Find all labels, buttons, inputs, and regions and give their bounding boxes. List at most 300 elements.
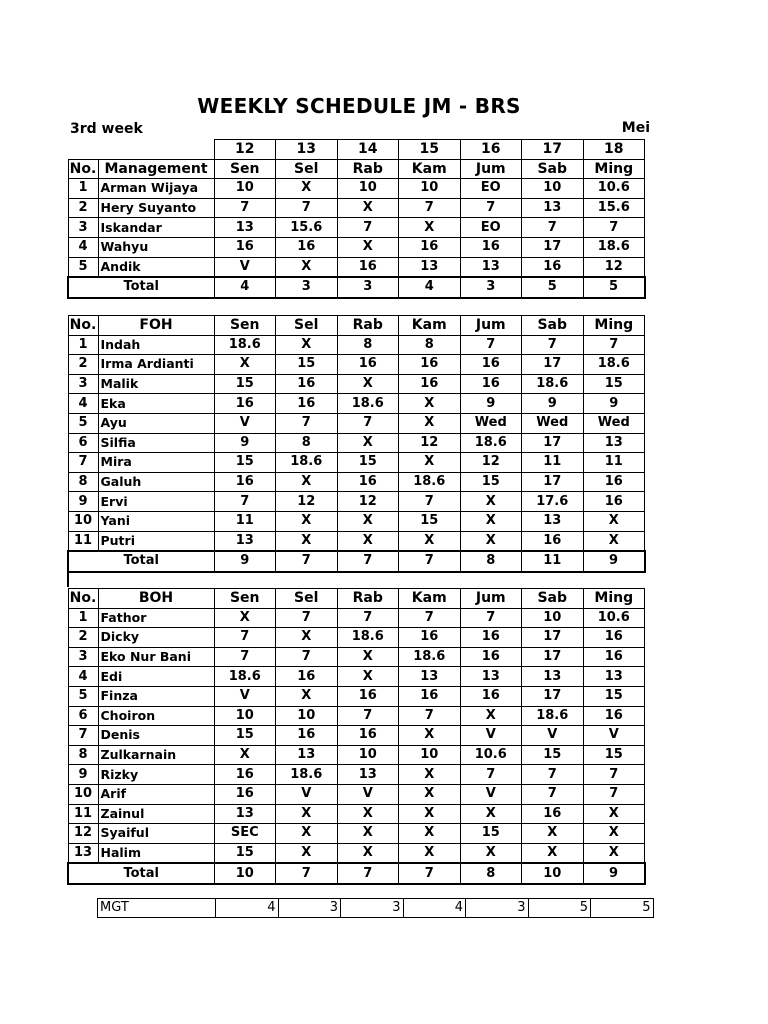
shift-cell: X [337,843,399,863]
shift-cell: 11 [214,511,276,531]
shift-cell: 9 [460,394,522,414]
shift-cell: 7 [583,218,645,238]
shift-cell: X [337,511,399,531]
shift-cell: 7 [522,765,584,785]
mgt-summary-value: 5 [528,899,591,918]
employee-name: Arman Wijaya [98,179,214,199]
shift-cell: 18.6 [399,472,461,492]
shift-cell: 10 [214,179,276,199]
row-number: 6 [68,433,98,453]
shift-cell: V [460,784,522,804]
shift-cell: 10 [214,706,276,726]
employee-name: Dicky [98,628,214,648]
shift-cell: 16 [276,726,338,746]
shift-cell: X [460,804,522,824]
table-row [68,218,645,238]
shift-cell: 13 [399,667,461,687]
total-cell: 10 [214,863,276,884]
shift-cell: 13 [399,257,461,277]
shift-cell: 10.6 [460,745,522,765]
table-row [68,784,645,804]
shift-cell: 12 [276,492,338,512]
employee-name: Denis [98,726,214,746]
week-label: 3rd week [70,121,143,137]
row-number: 3 [68,647,98,667]
employee-name: Mira [98,453,214,473]
shift-cell: 17 [522,686,584,706]
no-header: No. [69,160,97,177]
day-header: Jum [460,316,522,336]
day-header: Sen [214,316,276,336]
shift-cell: 17 [522,628,584,648]
total-cell: 7 [276,863,338,884]
shift-cell: 15 [214,453,276,473]
shift-cell: X [399,843,461,863]
row-number: 2 [68,198,98,218]
shift-cell: X [522,843,584,863]
shift-cell: X [399,824,461,844]
shift-cell: 16 [399,374,461,394]
shift-cell: 7 [214,492,276,512]
shift-cell: V [276,784,338,804]
row-number: 4 [68,237,98,257]
shift-cell: 7 [583,765,645,785]
section-spacer [67,569,650,587]
shift-cell: 7 [276,413,338,433]
shift-cell: 16 [522,804,584,824]
table-row [68,843,645,863]
shift-cell: X [399,726,461,746]
management-table [67,139,646,299]
table-row [68,667,645,687]
row-number: 1 [68,179,98,199]
total-label: Total [68,863,214,884]
employee-name: Arif [98,784,214,804]
row-number: 13 [68,843,98,863]
shift-cell: 13 [522,667,584,687]
table-row [68,198,645,218]
total-cell: 7 [337,863,399,884]
total-row [68,863,645,884]
shift-cell: X [522,824,584,844]
date-cell: 17 [522,140,584,160]
day-header: Sen [214,159,276,179]
mgt-summary-row [98,899,654,918]
shift-cell: 15 [214,374,276,394]
employee-name: Eko Nur Bani [98,647,214,667]
shift-cell: X [276,824,338,844]
employee-name: Irma Ardianti [98,355,214,375]
shift-cell: 15 [583,745,645,765]
row-number: 5 [68,413,98,433]
date-cell: 12 [214,140,276,160]
shift-cell: 13 [522,198,584,218]
table-row [68,453,645,473]
shift-cell: 18.6 [399,647,461,667]
shift-cell: 12 [337,492,399,512]
row-number: 11 [68,804,98,824]
day-header: Kam [399,589,461,609]
date-cell: 15 [399,140,461,160]
shift-cell: X [583,843,645,863]
row-number: 12 [68,824,98,844]
day-header: Sel [276,316,338,336]
employee-name: Galuh [98,472,214,492]
shift-cell: X [276,179,338,199]
shift-cell: 16 [583,647,645,667]
total-cell: 9 [583,551,645,572]
shift-cell: 11 [583,453,645,473]
shift-cell: X [337,433,399,453]
shift-cell: 16 [399,237,461,257]
row-number: 2 [68,355,98,375]
shift-cell: V [522,726,584,746]
employee-name: Wahyu [98,237,214,257]
shift-cell: 18.6 [583,355,645,375]
shift-cell: 15 [460,472,522,492]
row-number: 9 [68,492,98,512]
table-row [68,686,645,706]
shift-cell: 15 [399,511,461,531]
day-header: Kam [399,159,461,179]
shift-cell: 8 [276,433,338,453]
foh-table-body [68,316,645,572]
no-header: No. [69,590,97,607]
shift-cell: 17 [522,472,584,492]
shift-cell: 15 [583,374,645,394]
shift-cell: 13 [522,511,584,531]
row-number: 5 [68,257,98,277]
total-cell: 7 [399,551,461,572]
shift-cell: 18.6 [276,453,338,473]
shift-cell: 16 [583,628,645,648]
total-cell: 3 [276,277,338,298]
table-row [68,374,645,394]
shift-cell: 16 [214,394,276,414]
total-row [68,277,645,298]
day-header: Sab [522,589,584,609]
shift-cell: 18.6 [276,765,338,785]
total-cell: 3 [337,277,399,298]
shift-cell: 16 [460,355,522,375]
shift-cell: 7 [399,492,461,512]
shift-cell: 16 [460,686,522,706]
shift-cell: 15 [276,355,338,375]
day-header: Ming [583,316,645,336]
shift-cell: 7 [214,628,276,648]
row-number: 11 [68,531,98,551]
date-cell: 16 [460,140,522,160]
row-number: 1 [68,608,98,628]
table-row [68,335,645,355]
employee-name: Halim [98,843,214,863]
total-cell: 5 [583,277,645,298]
employee-name: Fathor [98,608,214,628]
shift-cell: X [337,237,399,257]
header-row [68,159,645,179]
total-cell: 8 [460,551,522,572]
mgt-summary-value: 3 [341,899,404,918]
shift-cell: 7 [214,198,276,218]
shift-cell: 13 [337,765,399,785]
shift-cell: 18.6 [522,706,584,726]
foh-table [67,315,646,573]
section-header: Management [98,159,214,179]
mgt-summary-value: 3 [278,899,341,918]
shift-cell: 10 [522,179,584,199]
shift-cell: 16 [583,706,645,726]
no-header: No. [69,317,97,334]
shift-cell: 16 [276,374,338,394]
shift-cell: 7 [399,608,461,628]
shift-cell: 7 [214,647,276,667]
shift-cell: 7 [460,765,522,785]
shift-cell: EO [460,218,522,238]
date-cell: 18 [583,140,645,160]
employee-name: Finza [98,686,214,706]
table-row [68,355,645,375]
shift-cell: Wed [583,413,645,433]
shift-cell: 16 [337,257,399,277]
table-row [68,824,645,844]
shift-cell: 12 [460,453,522,473]
shift-cell: 10 [337,745,399,765]
shift-cell: 15 [214,726,276,746]
table-row [68,531,645,551]
shift-cell: 15 [460,824,522,844]
shift-cell: 16 [583,492,645,512]
row-number: 9 [68,765,98,785]
shift-cell: 18.6 [337,628,399,648]
shift-cell: 13 [214,531,276,551]
shift-cell: X [276,531,338,551]
row-number: 4 [68,667,98,687]
table-row [68,765,645,785]
mgt-summary-value: 4 [403,899,466,918]
row-number: 6 [68,706,98,726]
mgt-summary-value: 5 [591,899,654,918]
shift-cell: X [214,745,276,765]
shift-cell: X [276,257,338,277]
shift-cell: 8 [399,335,461,355]
shift-cell: X [460,706,522,726]
shift-cell: 18.6 [214,335,276,355]
shift-cell: 16 [522,531,584,551]
shift-cell: X [583,804,645,824]
shift-cell: 16 [214,472,276,492]
shift-cell: X [276,628,338,648]
shift-cell: 16 [399,686,461,706]
row-number: 8 [68,472,98,492]
row-number: 7 [68,726,98,746]
shift-cell: X [276,335,338,355]
boh-table [67,588,646,885]
shift-cell: 15 [583,686,645,706]
shift-cell: 13 [460,257,522,277]
total-cell: 11 [522,551,584,572]
row-number: 4 [68,394,98,414]
shift-cell: 15 [214,843,276,863]
day-header: Rab [337,589,399,609]
shift-cell: 13 [214,218,276,238]
table-row [68,745,645,765]
header-row [68,316,645,336]
employee-name: Zulkarnain [98,745,214,765]
day-header: Jum [460,589,522,609]
employee-name: Putri [98,531,214,551]
table-row [68,706,645,726]
shift-cell: 16 [337,686,399,706]
row-number: 3 [68,374,98,394]
shift-cell: X [276,472,338,492]
shift-cell: 8 [337,335,399,355]
shift-cell: 7 [276,608,338,628]
shift-cell: 10 [337,179,399,199]
shift-cell: X [460,843,522,863]
shift-cell: 9 [214,433,276,453]
shift-cell: V [460,726,522,746]
shift-cell: 7 [460,335,522,355]
shift-cell: X [276,843,338,863]
shift-cell: 7 [583,335,645,355]
date-row [68,140,645,160]
shift-cell: 17.6 [522,492,584,512]
mgt-summary-value: 3 [466,899,529,918]
row-number: 3 [68,218,98,238]
shift-cell: X [337,647,399,667]
shift-cell: 16 [399,628,461,648]
shift-cell: 16 [460,374,522,394]
shift-cell: 11 [522,453,584,473]
shift-cell: 7 [337,608,399,628]
row-number: 2 [68,628,98,648]
total-cell: 10 [522,863,584,884]
boh-table-body [68,589,645,884]
shift-cell: 7 [399,198,461,218]
shift-cell: X [276,686,338,706]
shift-cell: 7 [337,413,399,433]
shift-cell: 16 [214,765,276,785]
shift-cell: X [337,531,399,551]
day-header: Sel [276,159,338,179]
shift-cell: 16 [522,257,584,277]
shift-cell: V [337,784,399,804]
management-table-body [68,140,645,298]
shift-cell: 9 [583,394,645,414]
shift-cell: SEC [214,824,276,844]
employee-name: Malik [98,374,214,394]
total-label: Total [68,277,214,298]
shift-cell: 16 [337,355,399,375]
shift-cell: 16 [276,237,338,257]
shift-cell: 7 [522,335,584,355]
total-cell: 9 [583,863,645,884]
employee-name: Rizky [98,765,214,785]
shift-cell: 15.6 [276,218,338,238]
total-cell: 8 [460,863,522,884]
header-row [68,589,645,609]
shift-cell: 15.6 [583,198,645,218]
shift-cell: 13 [460,667,522,687]
day-header: Sab [522,316,584,336]
employee-name: Syaiful [98,824,214,844]
total-cell: 9 [214,551,276,572]
day-header: Sel [276,589,338,609]
shift-cell: 13 [583,667,645,687]
shift-cell: 16 [214,237,276,257]
shift-cell: X [399,784,461,804]
section-header: BOH [98,589,214,609]
shift-cell: V [214,413,276,433]
table-row [68,237,645,257]
shift-cell: 7 [276,647,338,667]
shift-cell: 18.6 [460,433,522,453]
day-header: Kam [399,316,461,336]
shift-cell: 17 [522,647,584,667]
employee-name: Hery Suyanto [98,198,214,218]
employee-name: Ayu [98,413,214,433]
shift-cell: 12 [399,433,461,453]
shift-cell: 15 [337,453,399,473]
shift-cell: 16 [583,472,645,492]
employee-name: Ervi [98,492,214,512]
table-row [68,472,645,492]
shift-cell: X [399,394,461,414]
shift-cell: 7 [522,218,584,238]
shift-cell: X [583,824,645,844]
row-number: 1 [68,335,98,355]
row-number: 8 [68,745,98,765]
total-cell: 4 [399,277,461,298]
mgt-summary-label: MGT [98,899,216,918]
shift-cell: 9 [522,394,584,414]
shift-cell: 15 [522,745,584,765]
row-number: 5 [68,686,98,706]
table-row [68,394,645,414]
shift-cell: 16 [460,628,522,648]
employee-name: Choiron [98,706,214,726]
shift-cell: 7 [337,706,399,726]
shift-cell: 7 [276,198,338,218]
day-header: Sen [214,589,276,609]
shift-cell: X [337,374,399,394]
total-label: Total [68,551,214,572]
shift-cell: 17 [522,433,584,453]
total-cell: 7 [399,863,461,884]
shift-cell: X [214,608,276,628]
shift-cell: 18.6 [522,374,584,394]
shift-cell: 7 [522,784,584,804]
shift-cell: X [460,492,522,512]
shift-cell: 10.6 [583,179,645,199]
shift-cell: 17 [522,237,584,257]
shift-cell: 7 [460,198,522,218]
shift-cell: EO [460,179,522,199]
shift-cell: 17 [522,355,584,375]
shift-cell: 13 [583,433,645,453]
shift-cell: 7 [337,218,399,238]
shift-cell: 16 [460,647,522,667]
shift-cell: 16 [276,394,338,414]
shift-cell: Wed [460,413,522,433]
day-header: Ming [583,159,645,179]
shift-cell: 16 [337,472,399,492]
table-row [68,647,645,667]
shift-cell: X [399,218,461,238]
page-title: WEEKLY SCHEDULE JM - BRS [197,94,521,118]
day-header: Ming [583,589,645,609]
shift-cell: 10.6 [583,608,645,628]
